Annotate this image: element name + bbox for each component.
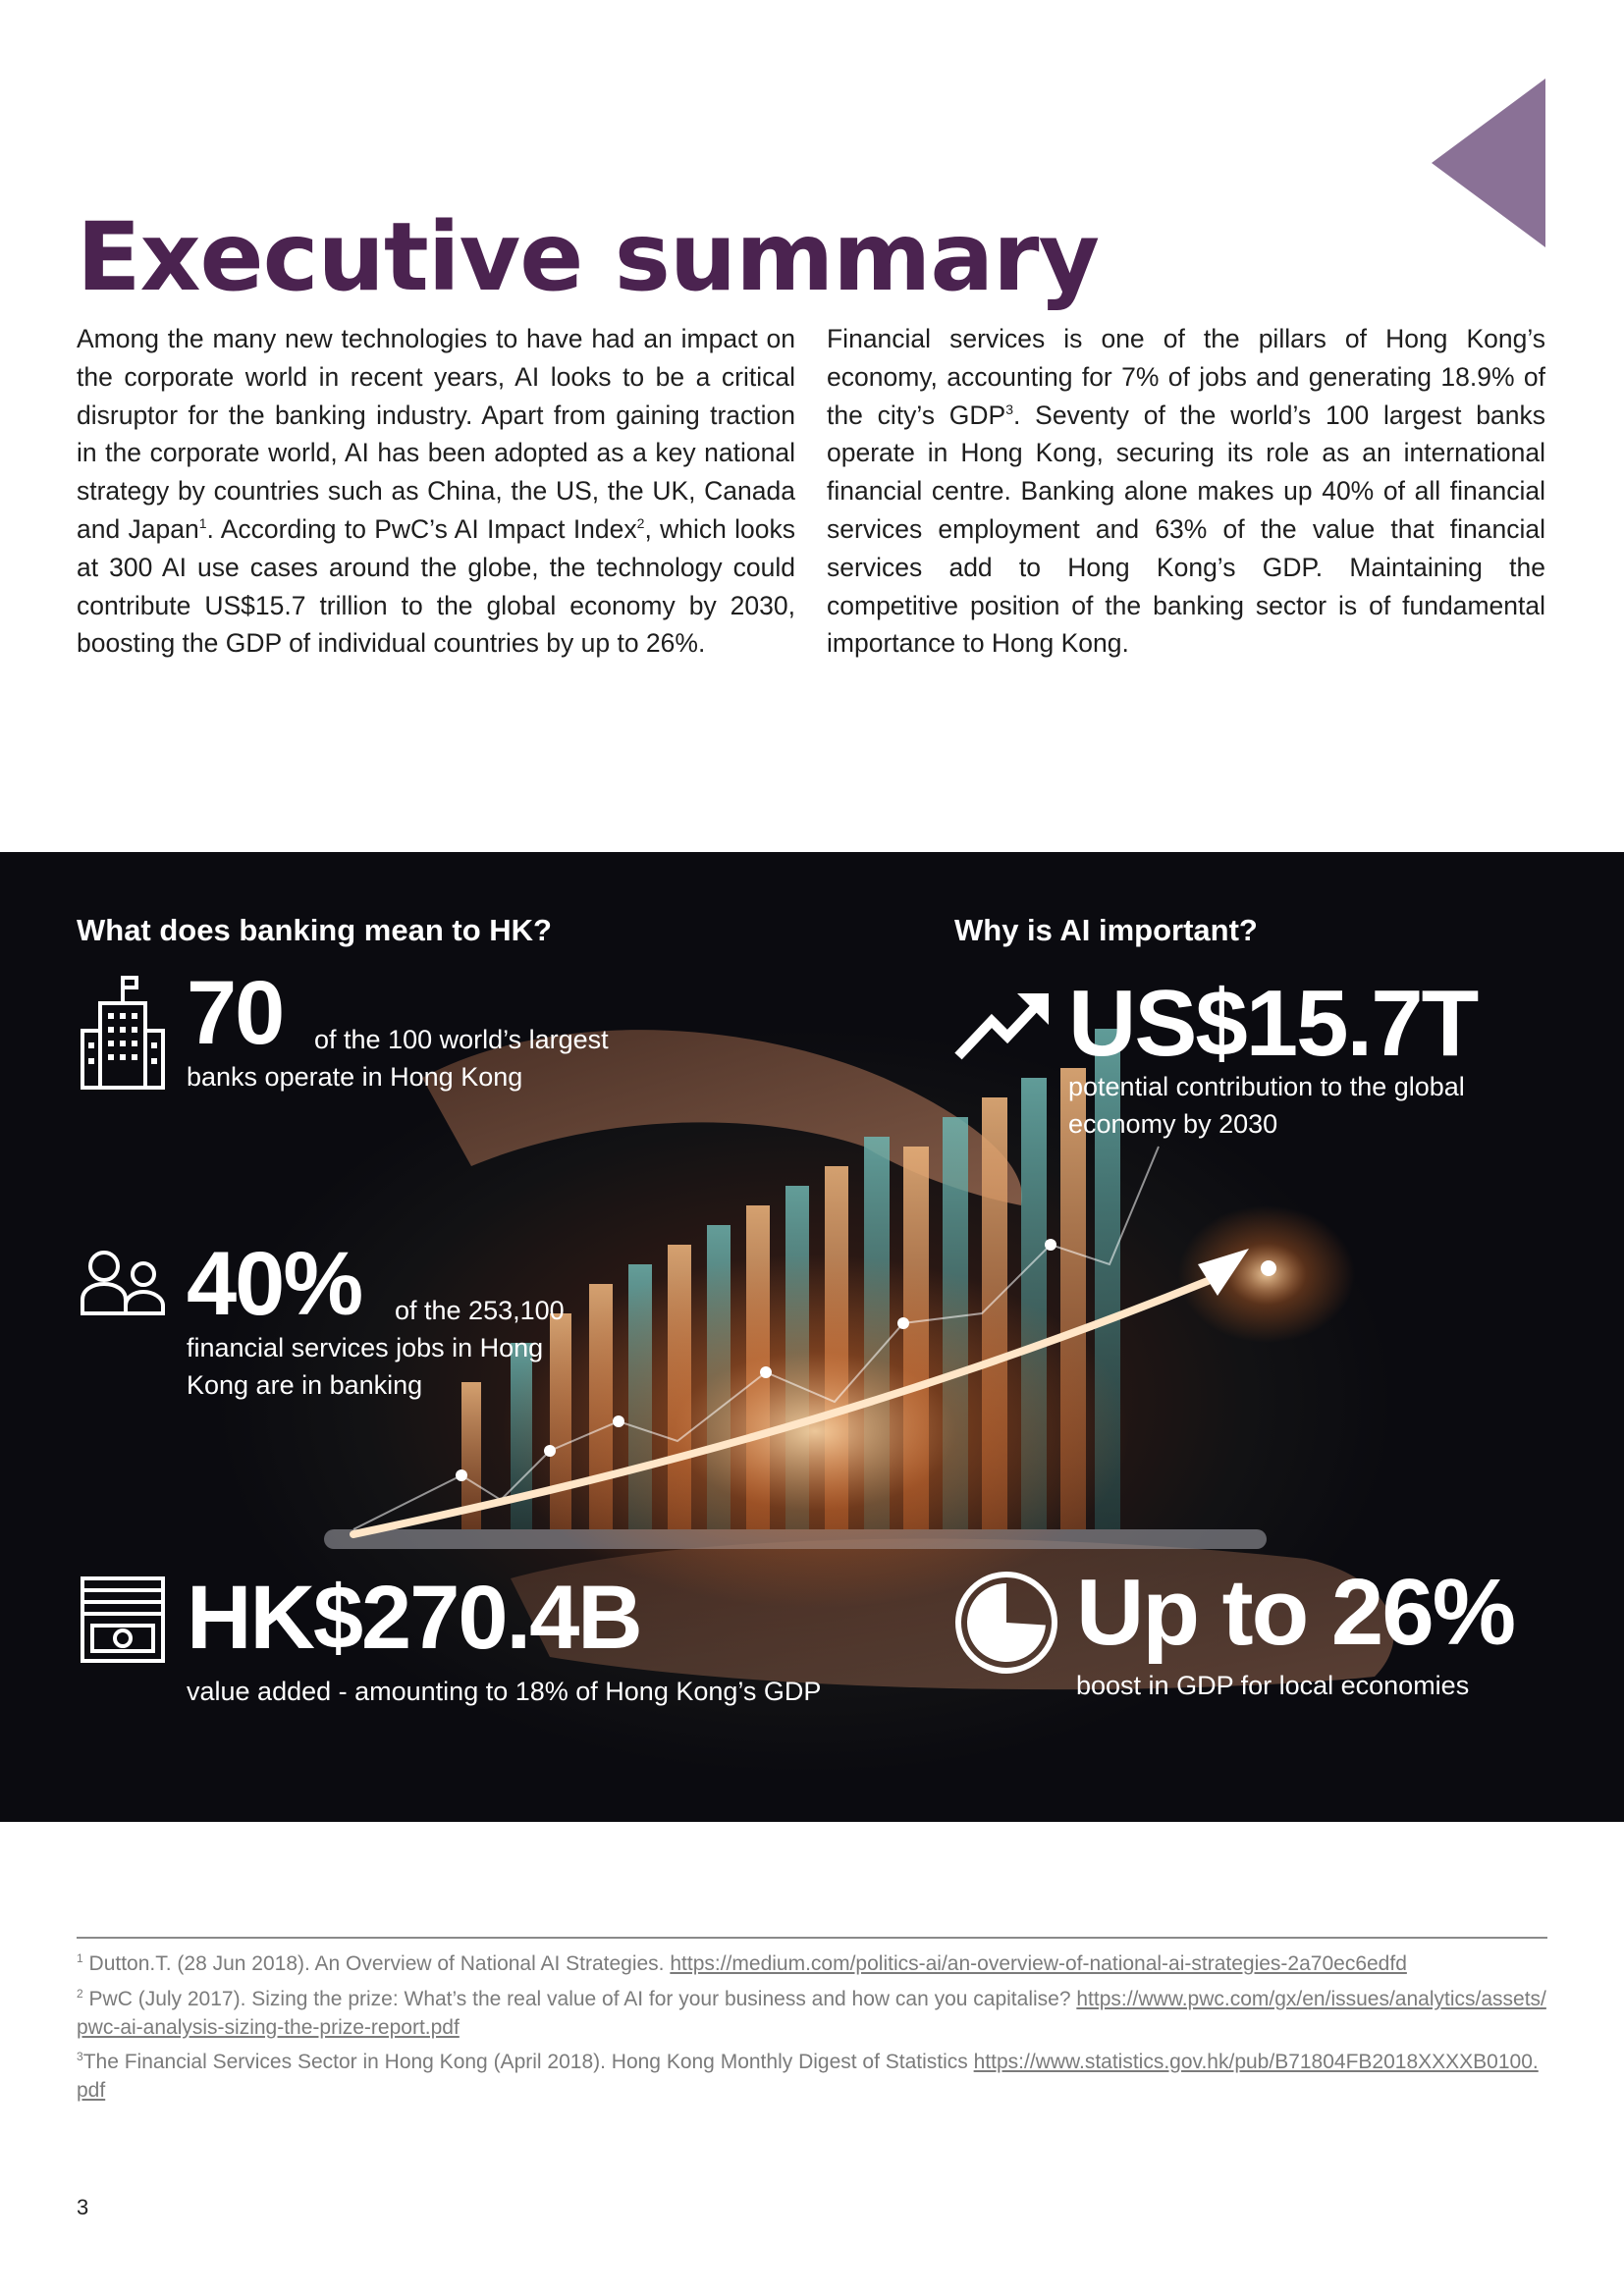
stat-banks-value: 70 <box>187 963 284 1063</box>
people-icon <box>79 1249 167 1319</box>
footnote-ref-2: 2 <box>636 515 645 532</box>
stat-banks-text-b: banks operate in Hong Kong <box>187 1062 523 1092</box>
footnote-divider <box>77 1937 1547 1939</box>
footnote-1-mark: 1 <box>77 1951 83 1965</box>
footnote-1-link[interactable]: https://medium.com/politics-ai/an-overview-of-national-ai-strategies-2a70ec6edfd <box>670 1952 1407 1975</box>
footnote-2-text: PwC (July 2017). Sizing the prize: What’s the real value of AI for your business and how can you capitalise? <box>88 1988 1077 2010</box>
footnote-1-text: Dutton.T. (28 Jun 2018). An Overview of National AI Strategies. <box>88 1952 671 1975</box>
footnote-2-link[interactable]: https://www.pwc.com/gx/en/issues/analytics/assets/pwc-ai-analysis-sizing-the-prize-report.pdf <box>77 1988 1546 2039</box>
intro-left-text-c: , which looks at 300 AI use cases around the globe, the technology could contribute US$15.7 trillion to the global economy by 2030, boosting the GDP of individual countries by up to 26%. <box>77 513 796 659</box>
stat-jobs-text-b: financial services jobs in Hong Kong are in banking <box>187 1333 544 1400</box>
intro-right-text-b: . Seventy of the world’s 100 largest banks operate in Hong Kong, securing its role as an international financial centre. Banking alone makes up 40% of all financial services employment and 63% of the value that financial services add to Hong Kong’s GDP. Maintaining the competitive position of the banking sector is of fundamental importance to Hong Kong. <box>827 400 1545 659</box>
page-title: Executive summary <box>77 202 1100 312</box>
decorative-triangle <box>1432 79 1545 247</box>
stat-gdp-boost-value: Up to 26% <box>1076 1560 1515 1665</box>
stat-banks-text-a: of the 100 world’s largest <box>314 1025 609 1054</box>
stat-gdp-boost-text: boost in GDP for local economies <box>1076 1671 1470 1700</box>
stat-jobs-text-a: of the 253,100 <box>395 1296 565 1325</box>
infographic-panel <box>0 852 1624 1822</box>
intro-right-text-a: Financial services is one of the pillars of Hong Kong’s economy, accounting for 7% of jobs and generating 18.9% of the city’s GDP <box>827 324 1545 430</box>
intro-right-column <box>827 320 1545 663</box>
footnote-3-mark: 3 <box>77 2050 83 2063</box>
page-number: 3 <box>77 2195 89 2219</box>
footnote-2 <box>77 1985 1547 2042</box>
footnote-1 <box>77 1949 1547 1978</box>
footnote-ref-1: 1 <box>198 515 207 532</box>
stat-value-added-text: value added - amounting to 18% of Hong Kong’s GDP <box>187 1677 822 1706</box>
trend-up-icon <box>952 991 1051 1062</box>
intro-left-column <box>77 320 795 663</box>
ai-heading: Why is AI important? <box>954 913 1258 947</box>
gdp-boost-slice <box>967 1583 1046 1662</box>
footnote-3-text: The Financial Services Sector in Hong Kong (April 2018). Hong Kong Monthly Digest of Statistics <box>82 2051 974 2073</box>
footnote-2-mark: 2 <box>77 1987 83 2001</box>
stat-ai-contribution-text: potential contribution to the global economy by 2030 <box>1068 1072 1465 1139</box>
stat-ai-contribution-value: US$15.7T <box>1068 971 1478 1076</box>
intro-left-text-b: . According to PwC’s AI Impact Index <box>206 513 637 544</box>
footnote-3-link[interactable]: https://www.statistics.gov.hk/pub/B71804FB2018XXXXB0100.pdf <box>77 2051 1539 2102</box>
footnote-ref-3: 3 <box>1005 400 1014 417</box>
money-icon <box>79 1575 167 1665</box>
footnote-3 <box>77 2048 1547 2105</box>
intro-left-text-a: Among the many new technologies to have had an impact on the corporate world in recent years, AI looks to be a critical disruptor for the banking industry. Apart from gaining traction in the corporate world, AI has been adopted as a key national strategy by countries such as China, the US, the UK, Canada and Japan <box>77 324 795 544</box>
banking-heading: What does banking mean to HK? <box>77 913 552 947</box>
building-icon <box>79 974 169 1092</box>
stat-value-added-value: HK$270.4B <box>187 1568 641 1668</box>
pie-chart-icon <box>952 1569 1060 1677</box>
stat-jobs-value: 40% <box>187 1234 362 1334</box>
